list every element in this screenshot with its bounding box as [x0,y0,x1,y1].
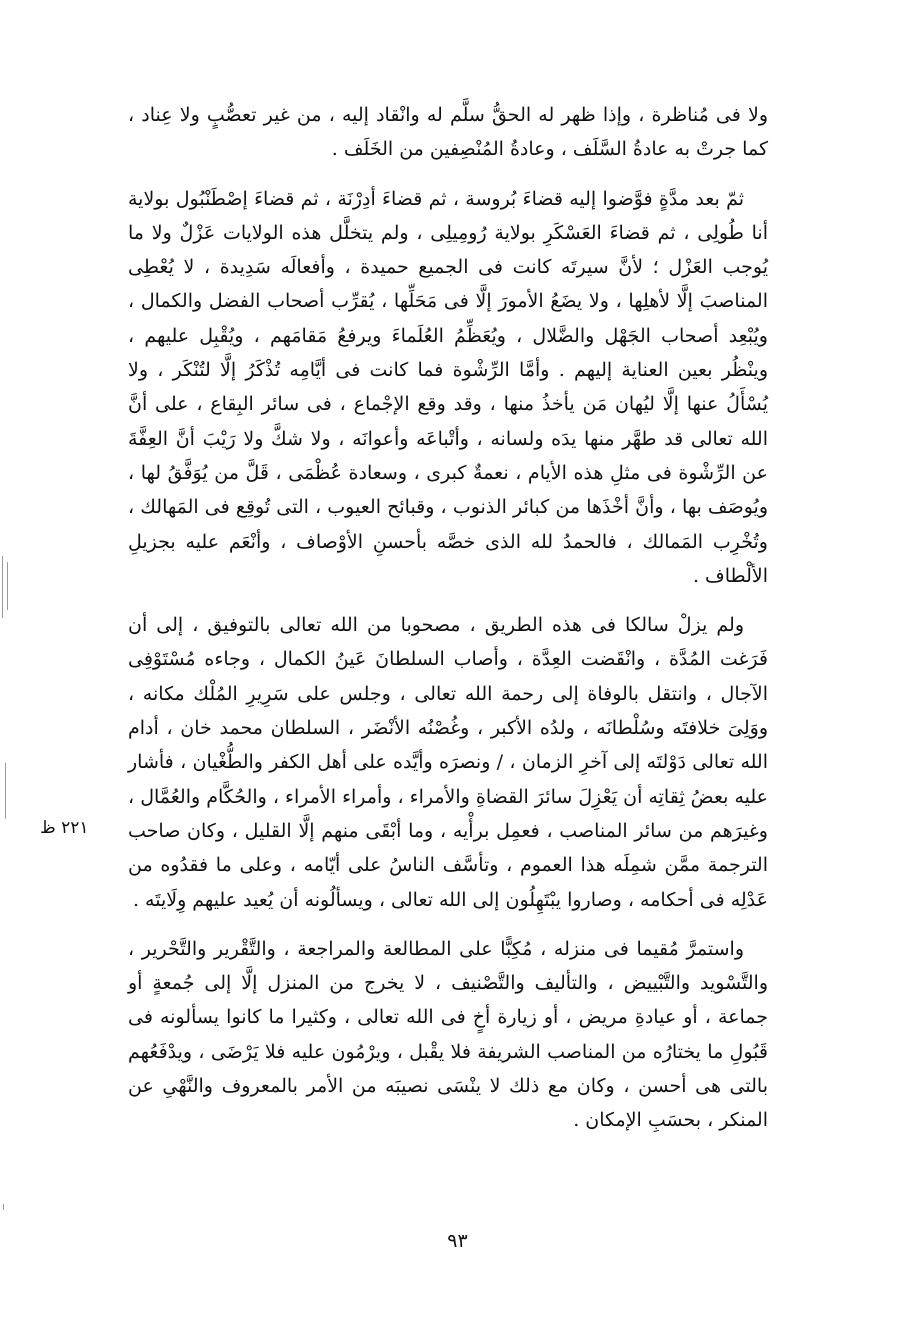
scan-edge-mark [2,556,3,618]
paragraph-1: ولا فى مُناظرة ، وإذا ظهر له الحقُّ سلَّم له وانْقاد إليه ، من غير تعصُّبٍ ولا عِناد ، كما جرتْ به عادةُ السَّلَف ، وعادةُ المُنْصِفين من الخَلَف . [128,104,768,161]
scan-edge-mark [7,562,8,610]
scan-edge-mark [3,1204,4,1210]
body-text [128,98,768,1153]
paragraph-2: ثمّ بعد مدَّةٍ فوَّضوا إليه قضاءَ بُروسة ، ثم قضاءَ أدِرْنَة ، ثم قضاءَ إصْطَنْبُول بولاية أنا طُولِى ، ثم قضاءَ العَسْكَرِ بولاية رُومِيلِى ، ولم يتخلَّل هذه الولايات عَزْلٌ ولا ما يُوجب العَزْل ؛ لأنَّ سيرتَه كانت فى الجميع حميدة ، وأفعالَه سَدِيدة ، لا يُعْطِى المناصبَ إلَّا لأهلِها ، ولا يضَعُ الأمورَ إلَّا فى مَحَلِّها ، يُقرِّب أصحاب الفضل والكمال ، ويُبْعِد أصحاب الجَهْل والضَّلال ، ويُعَظِّمُ العُلَماءَ ويرفعُ مَقامَهم ، ويُقْبِل عليهم ، وينْظُر بعين العناية إليهم . وأمَّا الرِّشْوة فما كانت فى أيَّامِه تُذْكَرُ إلَّا لتُنْكَر ، ولا يُسْأَلُ عنها إلَّا ليُهان مَن يأخذُ منها ، وقد وقع الإجْماع ، فى سائر البِقاع ، على أنَّ الله تعالى قد طهَّر منها يدَه ولسانه ، وأتْباعَه وأعوانَه ، ولا شكَّ ولا رَيْبَ أنَّ العِفَّةَ عن الرِّشْوة فى مثلِ هذه الأيام ، نعمةٌ كبرى ، وسعادة عُظْمَى ، قَلَّ من يُوَفَّقُ لها ، ويُوصَف بها ، وأنَّ أخْذَها من كبائر الذنوب ، وقبائح العيوب ، التى تُوقِع فى المَهالك ، وتُخْرِب المَمالك ، فالحمدُ لله الذى خصَّه بأحسنِ الأوْصاف ، وأنْعَم عليه بجزيلِ الألْطاف . [128,187,768,587]
paragraph-3: ولم يزلْ سالكا فى هذه الطريق ، مصحوبا من الله تعالى بالتوفيق ، إلى أن فَرَغت المُدَّة ، وانْقَضت العِدَّة ، وأصاب السلطانَ عَينُ الكمال ، وجاءه مُسْتَوْفِى الآجال ، وانتقل بالوفاة إلى رحمة الله تعالى ، وجلس على سَرِيرِ المُلْك مكانه ، ووَلِىَ خلافتَه وسُلْطانَه ، ولدُه الأكبر ، وغُصْنُه الأنْضَر ، السلطان محمد خان ، أدام الله تعالى دَوْلتَه إلى آخرِ الزمان ، / ونصرَه وأيَّده على أهل الكفر والطُّغْيان ، فأشار عليه بعضُ ثِقاتِه أن يَعْزِلَ سائرَ القضاةِ والأمراء ، وأمراء الأمراء ، والحُكَّام والعُمَّال ، وغيرَهم من سائر المناصب ، فعمِل برأْيه ، وما أبْقَى منهم إلَّا القليل ، وكان صاحب الترجمة ممَّن شمِلَه هذا العموم ، وتأسَّف الناسُ على أيّامه ، وعلى ما فقدُوه من عَدْلِه فى أحكامه ، وصاروا يبْتَهِلُون إلى الله تعالى ، ويسألُونه أن يُعيد عليهم وِلَايتَه . [128,614,768,911]
scan-edge-mark [5,763,6,819]
page-number: ٩٣ [447,1230,468,1252]
paragraph-4: واستمرَّ مُقيما فى منزله ، مُكِبًّا على المطالعة والمراجعة ، والتَّقْرير والتَّحْرير ، والتَّسْويد والتَّبْييض ، والتأليف والتَّصْنيف ، لا يخرج من المنزل إلَّا إلى جُمعةٍ أو جماعة ، أو عيادةِ مريض ، أو زيارة أخٍ فى الله تعالى ، وكثيرا ما كانوا يسألونه فى قَبُولِ ما يختارُه من المناصب الشريفة فلا يقْبل ، ويرْمُون عليه فلا يَرْضَى ، ويدْفَعُهم بالتى هى أحسن ، وكان مع ذلك لا ينْسَى نصيبَه من الأمر بالمعروف والنَّهْىِ عن المنكر ، بحسَبِ الإمكان . [128,937,768,1132]
manuscript-folio-note: ٢٢١ ظ [40,818,89,838]
